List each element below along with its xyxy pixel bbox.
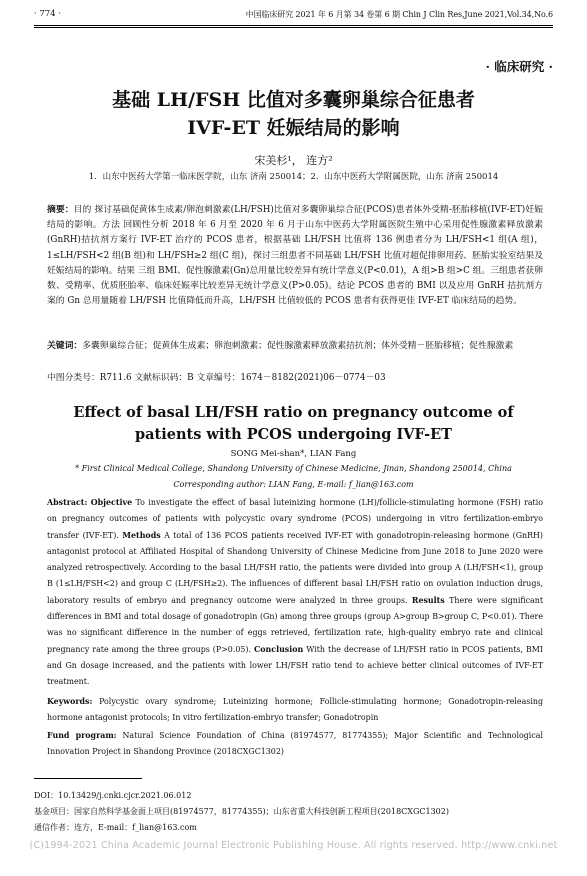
- en-corresponding-author: Corresponding author: LIAN Fang, E-mail: f_lian@163.com: [173, 480, 414, 489]
- footnote-correspondence: 通信作者：连方，E-mail：f_lian@163.com: [34, 823, 197, 832]
- en-title-line2: patients with PCOS undergoing IVF-ET: [135, 426, 452, 443]
- en-objective-label: Objective: [90, 498, 133, 507]
- header-rule-thin: [34, 27, 553, 28]
- en-methods-text: A total of 136 PCOS patients received IVF-ET with gonadotropin-releasing hormone (GnRH) antagonist protocol at Affiliated Hospital of Shandong University of Chinese Medicine from June 2018 to June 2020 were analyzed retrospectively. According to the basal LH/FSH ratio, the patients were divided into group A (LH/FSH<1), group B (1≤LH/FSH<2) and group C (LH/FSH≥2). The influences of different basal LH/FSH ratio on ovulation induction drugs, laboratory results of embryo and pregnancy outcome were analyzed in three groups.: [47, 530, 543, 605]
- cn-abstract: [47, 203, 543, 309]
- cn-affiliations: 1．山东中医药大学第一临床医学院，山东 济南 250014；2．山东中医药大学附属医院，山东 济南 250014: [88, 172, 499, 182]
- en-keywords-label: Keywords:: [47, 697, 93, 706]
- cn-keywords: [47, 339, 543, 354]
- en-objective-text: To investigate the effect of basal luteinizing hormone (LH)/follicle-stimulating hormone (FSH) ratio on pregnancy outcomes of patients with polycystic ovary syndrome (PCOS) undergoing in vitro fertilization-embryo transfer (IVF-ET).: [47, 498, 543, 540]
- en-keywords-text: Polycystic ovary syndrome; Luteinizing hormone; Follicle-stimulating hormone; Gonadotropin-releasing hormone antagonist protocols; In vitro fertilization-embryo transfer; Gonadotropin: [47, 697, 543, 723]
- en-keywords: [47, 694, 543, 727]
- en-results-label: Results: [411, 595, 445, 605]
- page-number: · 774 ·: [34, 9, 62, 19]
- en-abstract: [47, 495, 543, 691]
- en-fund-label: Fund program:: [47, 731, 117, 740]
- journal-running-head: 中国临床研究 2021 年 6 月第 34 卷第 6 期 Chin J Clin Res,June 2021,Vol.34,No.6: [245, 10, 553, 19]
- en-fund-program: [47, 728, 543, 761]
- cn-authors: 宋美杉¹， 连方²: [254, 154, 333, 167]
- en-methods-label: Methods: [122, 530, 161, 540]
- column-label: · 临床研究 ·: [485, 59, 553, 74]
- en-authors: SONG Mei-shan*, LIAN Fang: [230, 449, 357, 459]
- cn-abstract-text: 目的 探讨基础促黄体生成素/卵泡刺激素(LH/FSH)比值对多囊卵巢综合征(PCOS)患者体外受精-胚胎移植(IVF-ET)妊娠结局的影响。方法 回顾性分析 2018 年 6 月至 2020 年 6 月于山东中医药大学附属医院生殖中心采用促性腺激素释放激素(GnRH)拮抗剂方案行 IVF-ET 治疗的 PCOS 患者，根据基础 LH/FSH 比值将 136 例患者分为 LH/FSH<1 组(A 组)，1≤LH/FSH<2 组(B 组)和 LH/FSH≥2 组(C 组)，探讨三组患者不同基础 LH/FSH 比值对超促排卵用药、胚胎实验室结果及妊娠结局的影响。结果 三组 BMI、促性腺激素(Gn)总用量比较差异有统计学意义(P<0.01)，A 组>B 组>C 组。三组患者获卵数、受精率、优质胚胎率、临床妊娠率比较差异无统计学意义(P>0.05)。结论 PCOS 患者的 BMI 以及应用 GnRH 拮抗剂方案的 Gn 总用量随着 LH/FSH 比值降低而升高，LH/FSH 比值较低的 PCOS 患者有获得更佳 IVF-ET 临床结局的趋势。: [47, 205, 543, 307]
- cn-title-line2: IVF-ET 妊娠结局的影响: [187, 117, 400, 139]
- footnote-doi: DOI：10.13429/j.cnki.cjcr.2021.06.012: [34, 791, 192, 800]
- en-affiliations: * First Clinical Medical College, Shandong University of Chinese Medicine, Jinan, Shandong 250014, China: [75, 464, 512, 473]
- en-conclusion-label: Conclusion: [253, 644, 304, 654]
- footnote-fund: 基金项目：国家自然科学基金面上项目(81974577，81774355)；山东省重大科技创新工程项目(2018CXGC1302): [34, 807, 449, 816]
- cn-title-line1: 基础 LH/FSH 比值对多囊卵巢综合征患者: [112, 89, 475, 111]
- footnote-rule: [34, 778, 142, 779]
- cn-abstract-label: 摘要：: [47, 205, 74, 215]
- cn-keywords-text: 多囊卵巢综合征；促黄体生成素；卵泡刺激素；促性腺激素释放激素拮抗剂；体外受精－胚胎移植；促性腺激素: [82, 341, 514, 351]
- copyright-watermark: (C)1994-2021 China Academic Journal Electronic Publishing House. All rights reserved. http://www.cnki.net: [29, 840, 558, 851]
- en-results-text: There were significant differences in BMI and total dosage of gonadotropin (Gn) among three groups (group A>group B>group C, P<0.01). There was no significant difference in the number of eggs retrieved, fertilization rate, high-quality embryo rate and clinical pregnancy rate among the three groups (P>0.05).: [47, 595, 543, 654]
- cn-keywords-label: 关键词：: [47, 341, 83, 351]
- cn-classification: 中图分类号：R711.6 文献标识码：B 文章编号：1674－8182(2021)06－0774－03: [47, 373, 386, 383]
- header-rule: [34, 25, 553, 26]
- en-conclusion-text: With the decrease of LH/FSH ratio in PCOS patients, BMI and Gn dosage increased, and the patients with lower LH/FSH ratio tend to achieve better clinical outcomes of IVF-ET treatment.: [47, 644, 543, 687]
- en-fund-text: Natural Science Foundation of China (81974577, 81774355); Major Scientific and Technological Innovation Project in Shandong Province (2018CXGC1302): [47, 731, 543, 757]
- en-title-line1: Effect of basal LH/FSH ratio on pregnancy outcome of: [73, 404, 514, 421]
- en-abstract-label: Abstract:: [47, 498, 88, 507]
